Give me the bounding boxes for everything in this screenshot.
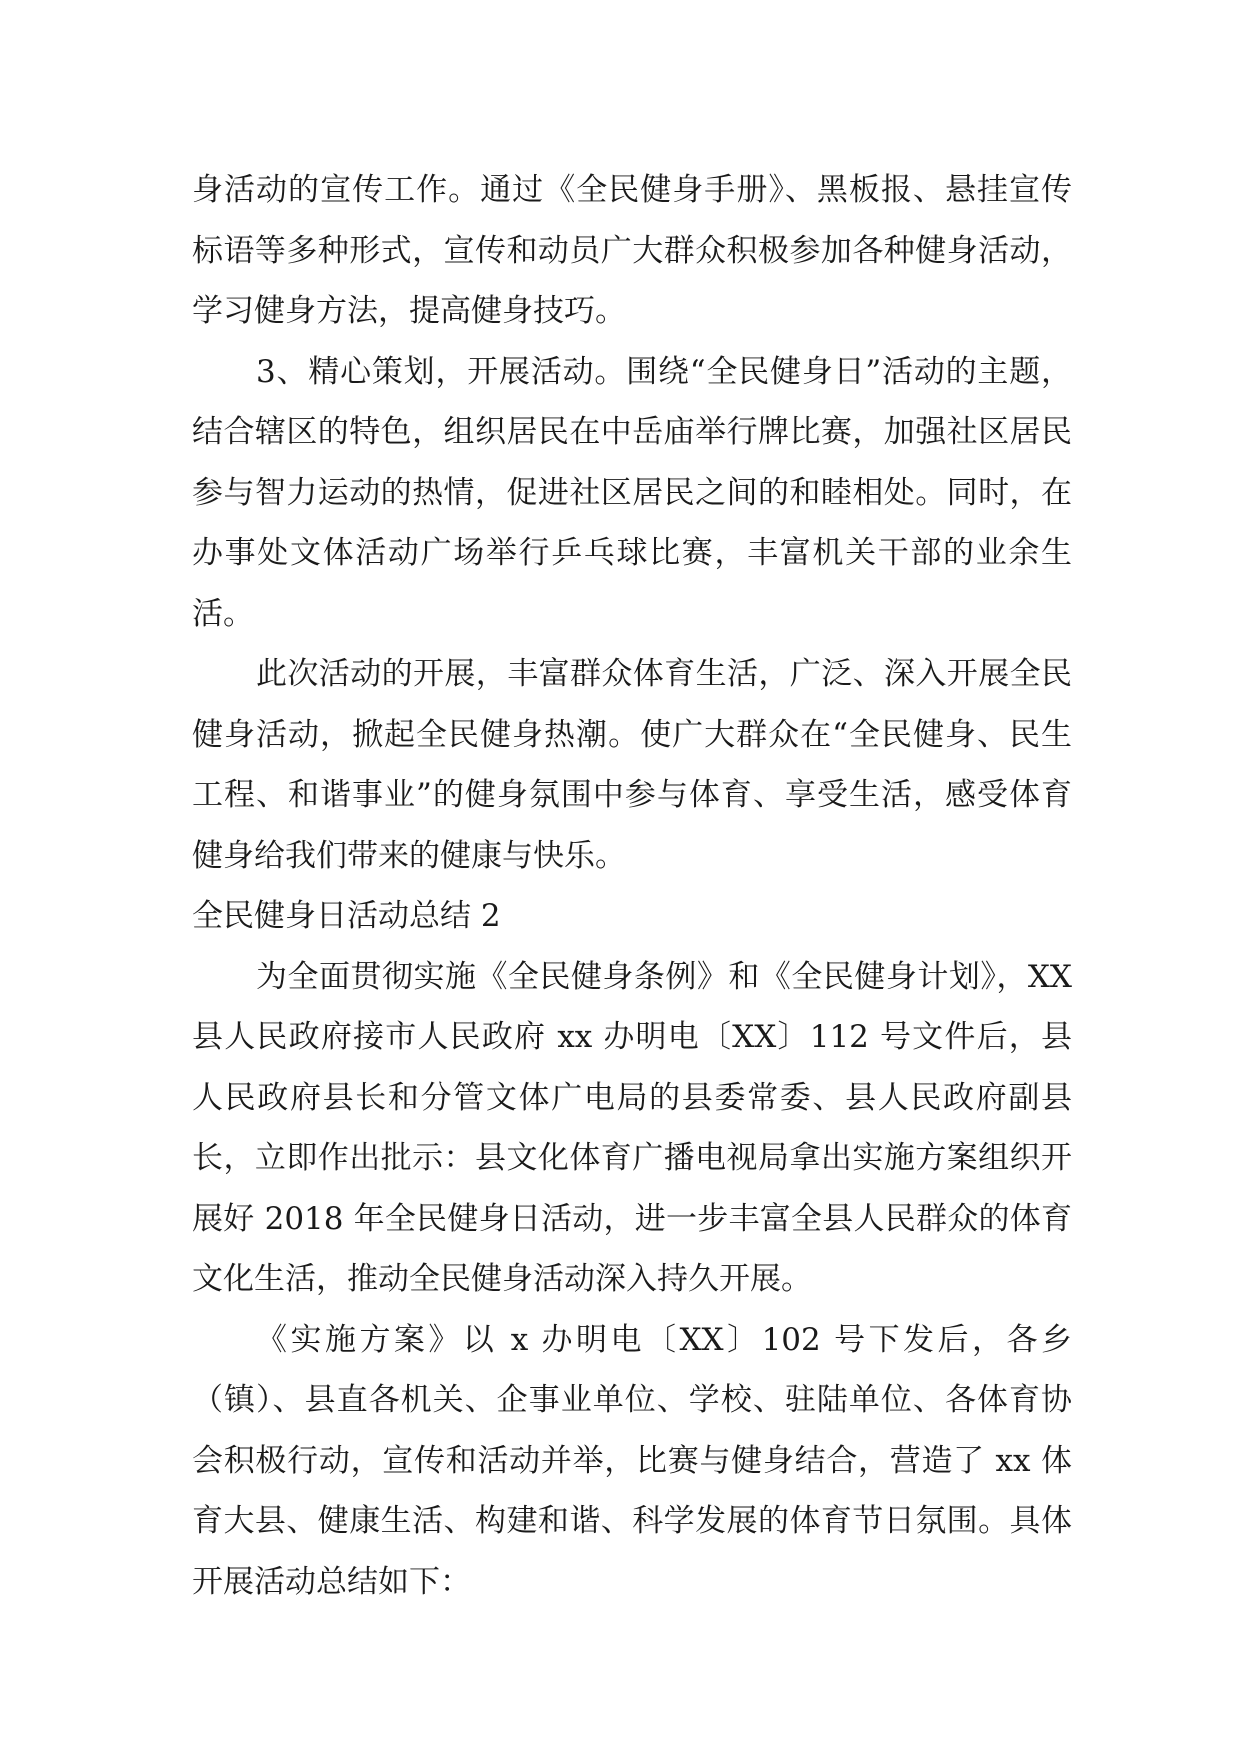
paragraph-publicity: 身活动的宣传工作。通过《全民健身手册》、黑板报、悬挂宣传标语等多种形式，宣传和动员广大群众积极参加各种健身活动，学习健身方法，提高健身技巧。 bbox=[192, 172, 1072, 329]
paragraph-summary: 此次活动的开展，丰富群众体育生活，广泛、深入开展全民健身活动，掀起全民健身热潮。使广大群众在“全民健身、民生工程、和谐事业”的健身氛围中参与体育、享受生活，感受体育健身给我们带来的健康与快乐。 bbox=[192, 656, 1072, 874]
document-body bbox=[192, 160, 1072, 1612]
paragraph-activities: 3、精心策划，开展活动。围绕“全民健身日”活动的主题，结合辖区的特色，组织居民在中岳庙举行牌比赛，加强社区居民参与智力运动的热情，促进社区居民之间的和睦相处。同时，在办事处文体活动广场举行乒乓球比赛，丰富机关干部的业余生活。 bbox=[192, 353, 1072, 632]
paragraph-implementation: 为全面贯彻实施《全民健身条例》和《全民健身计划》，XX 县人民政府接市人民政府 xx 办明电〔XX〕112 号文件后，县人民政府县长和分管文体广电局的县委常委、县人民政府副县长，立即作出批示：县文化体育广播电视局拿出实施方案组织开展好 2018 年全民健身日活动，进一步丰富全县人民群众的体育文化生活，推动全民健身活动深入持久开展。 bbox=[192, 958, 1072, 1297]
paragraph-plan: 《实施方案》以 x 办明电〔XX〕102 号下发后，各乡（镇）、县直各机关、企事业单位、学校、驻陆单位、各体育协会积极行动，宣传和活动并举，比赛与健身结合，营造了 xx 体育大县、健康生活、构建和谐、科学发展的体育节日氛围。具体开展活动总结如下： bbox=[192, 1321, 1072, 1600]
section-heading: 全民健身日活动总结 2 bbox=[192, 898, 501, 934]
